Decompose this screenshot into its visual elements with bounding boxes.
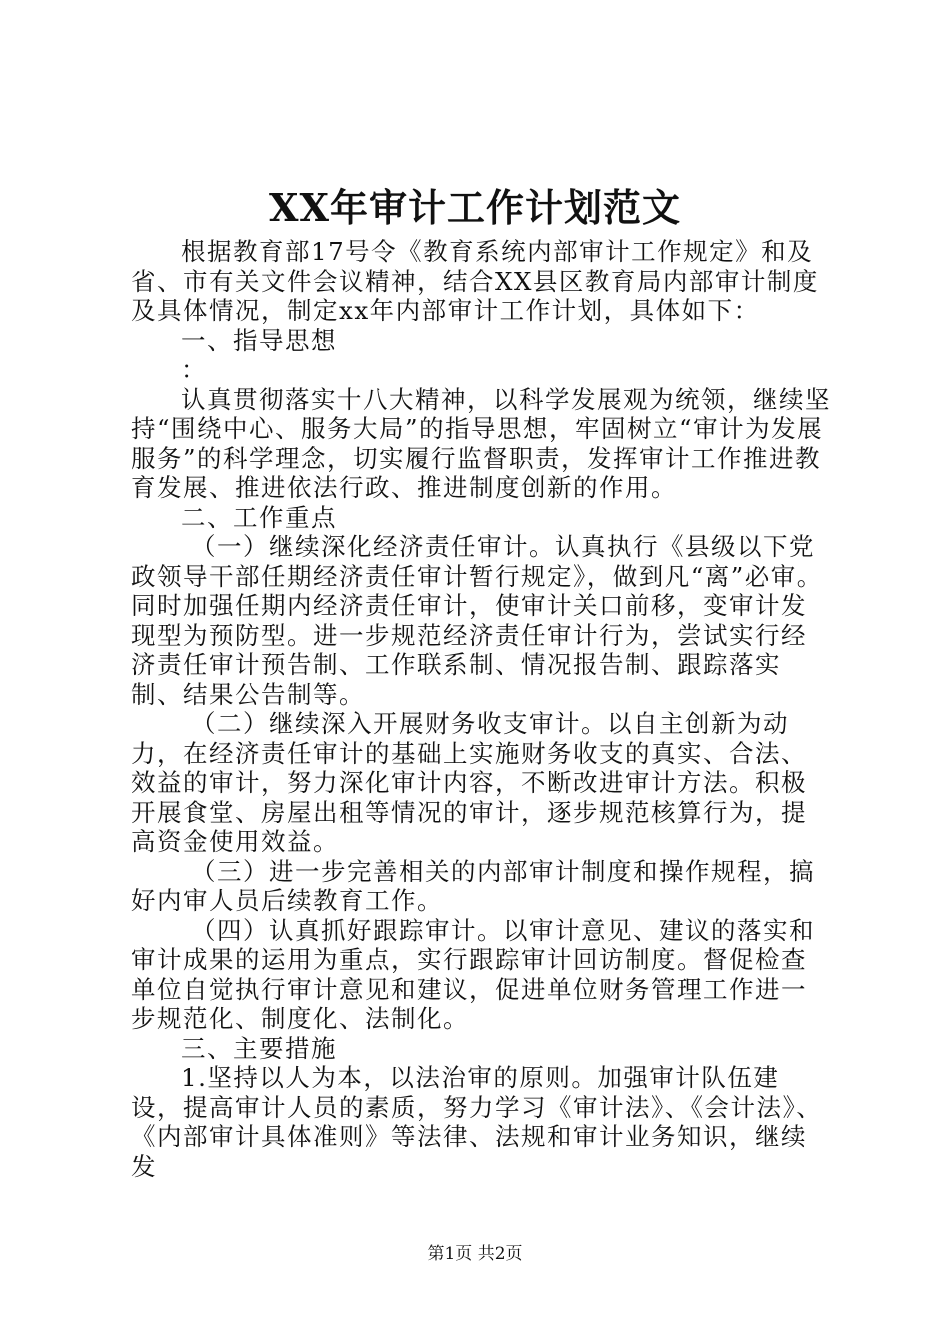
document-title: XX年审计工作计划范文 [269,185,681,230]
page-number: 第1页 共2页 [427,1244,523,1264]
paragraph-guiding-ideology: 认真贯彻落实十八大精神，以科学发展观为统领，继续坚持“围绕中心、服务大局”的指导思想，牢固树立“审计为发展服务”的科学理念，切实履行监督职责，发挥审计工作推进教育发展、推进依法行政、推进制度创新的作用。 [131,384,831,502]
paragraph-intro: 根据教育部17号令《教育系统内部审计工作规定》和及省、市有关文件会议精神，结合XX县区教育局内部审计制度及具体情况，制定xx年内部审计工作计划，具体如下： [131,237,819,325]
paragraph-focus-3: （三）进一步完善相关的内部审计制度和操作规程，搞好内审人员后续教育工作。 [131,856,815,915]
paragraph-focus-1: （一）继续深化经济责任审计。认真执行《县级以下党政领导干部任期经济责任审计暂行规定》，做到凡“离”必审。同时加强任期内经济责任审计，使审计关口前移，变审计发现型为预防型。进一步规范经济责任审计行为，尝试实行经济责任审计预告制、工作联系制、情况报告制、跟踪落实制、结果公告制等。 [131,532,823,709]
paragraph-focus-4: （四）认真抓好跟踪审计。以审计意见、建议的落实和审计成果的运用为重点，实行跟踪审计回访制度。督促检查单位自觉执行审计意见和建议，促进单位财务管理工作进一步规范化、制度化、法制化。 [131,915,815,1033]
paragraph-measure-1: 1.坚持以人为本，以法治审的原则。加强审计队伍建设，提高审计人员的素质，努力学习《审计法》、《会计法》、《内部审计具体准则》等法律、法规和审计业务知识，继续发 [131,1063,823,1181]
paragraph-focus-2: （二）继续深入开展财务收支审计。以自主创新为动力，在经济责任审计的基础上实施财务收支的真实、合法、效益的审计，努力深化审计内容，不断改进审计方法。积极开展食堂、房屋出租等情况的审计，逐步规范核算行为，提高资金使用效益。 [131,709,807,856]
document-body [131,237,831,1181]
heading-work-focus: 二、工作重点 [181,502,337,532]
heading-main-measures: 三、主要措施 [181,1033,337,1063]
heading-guiding-ideology: 一、指导思想 [181,325,337,355]
paragraph-colon: ： [181,355,207,384]
